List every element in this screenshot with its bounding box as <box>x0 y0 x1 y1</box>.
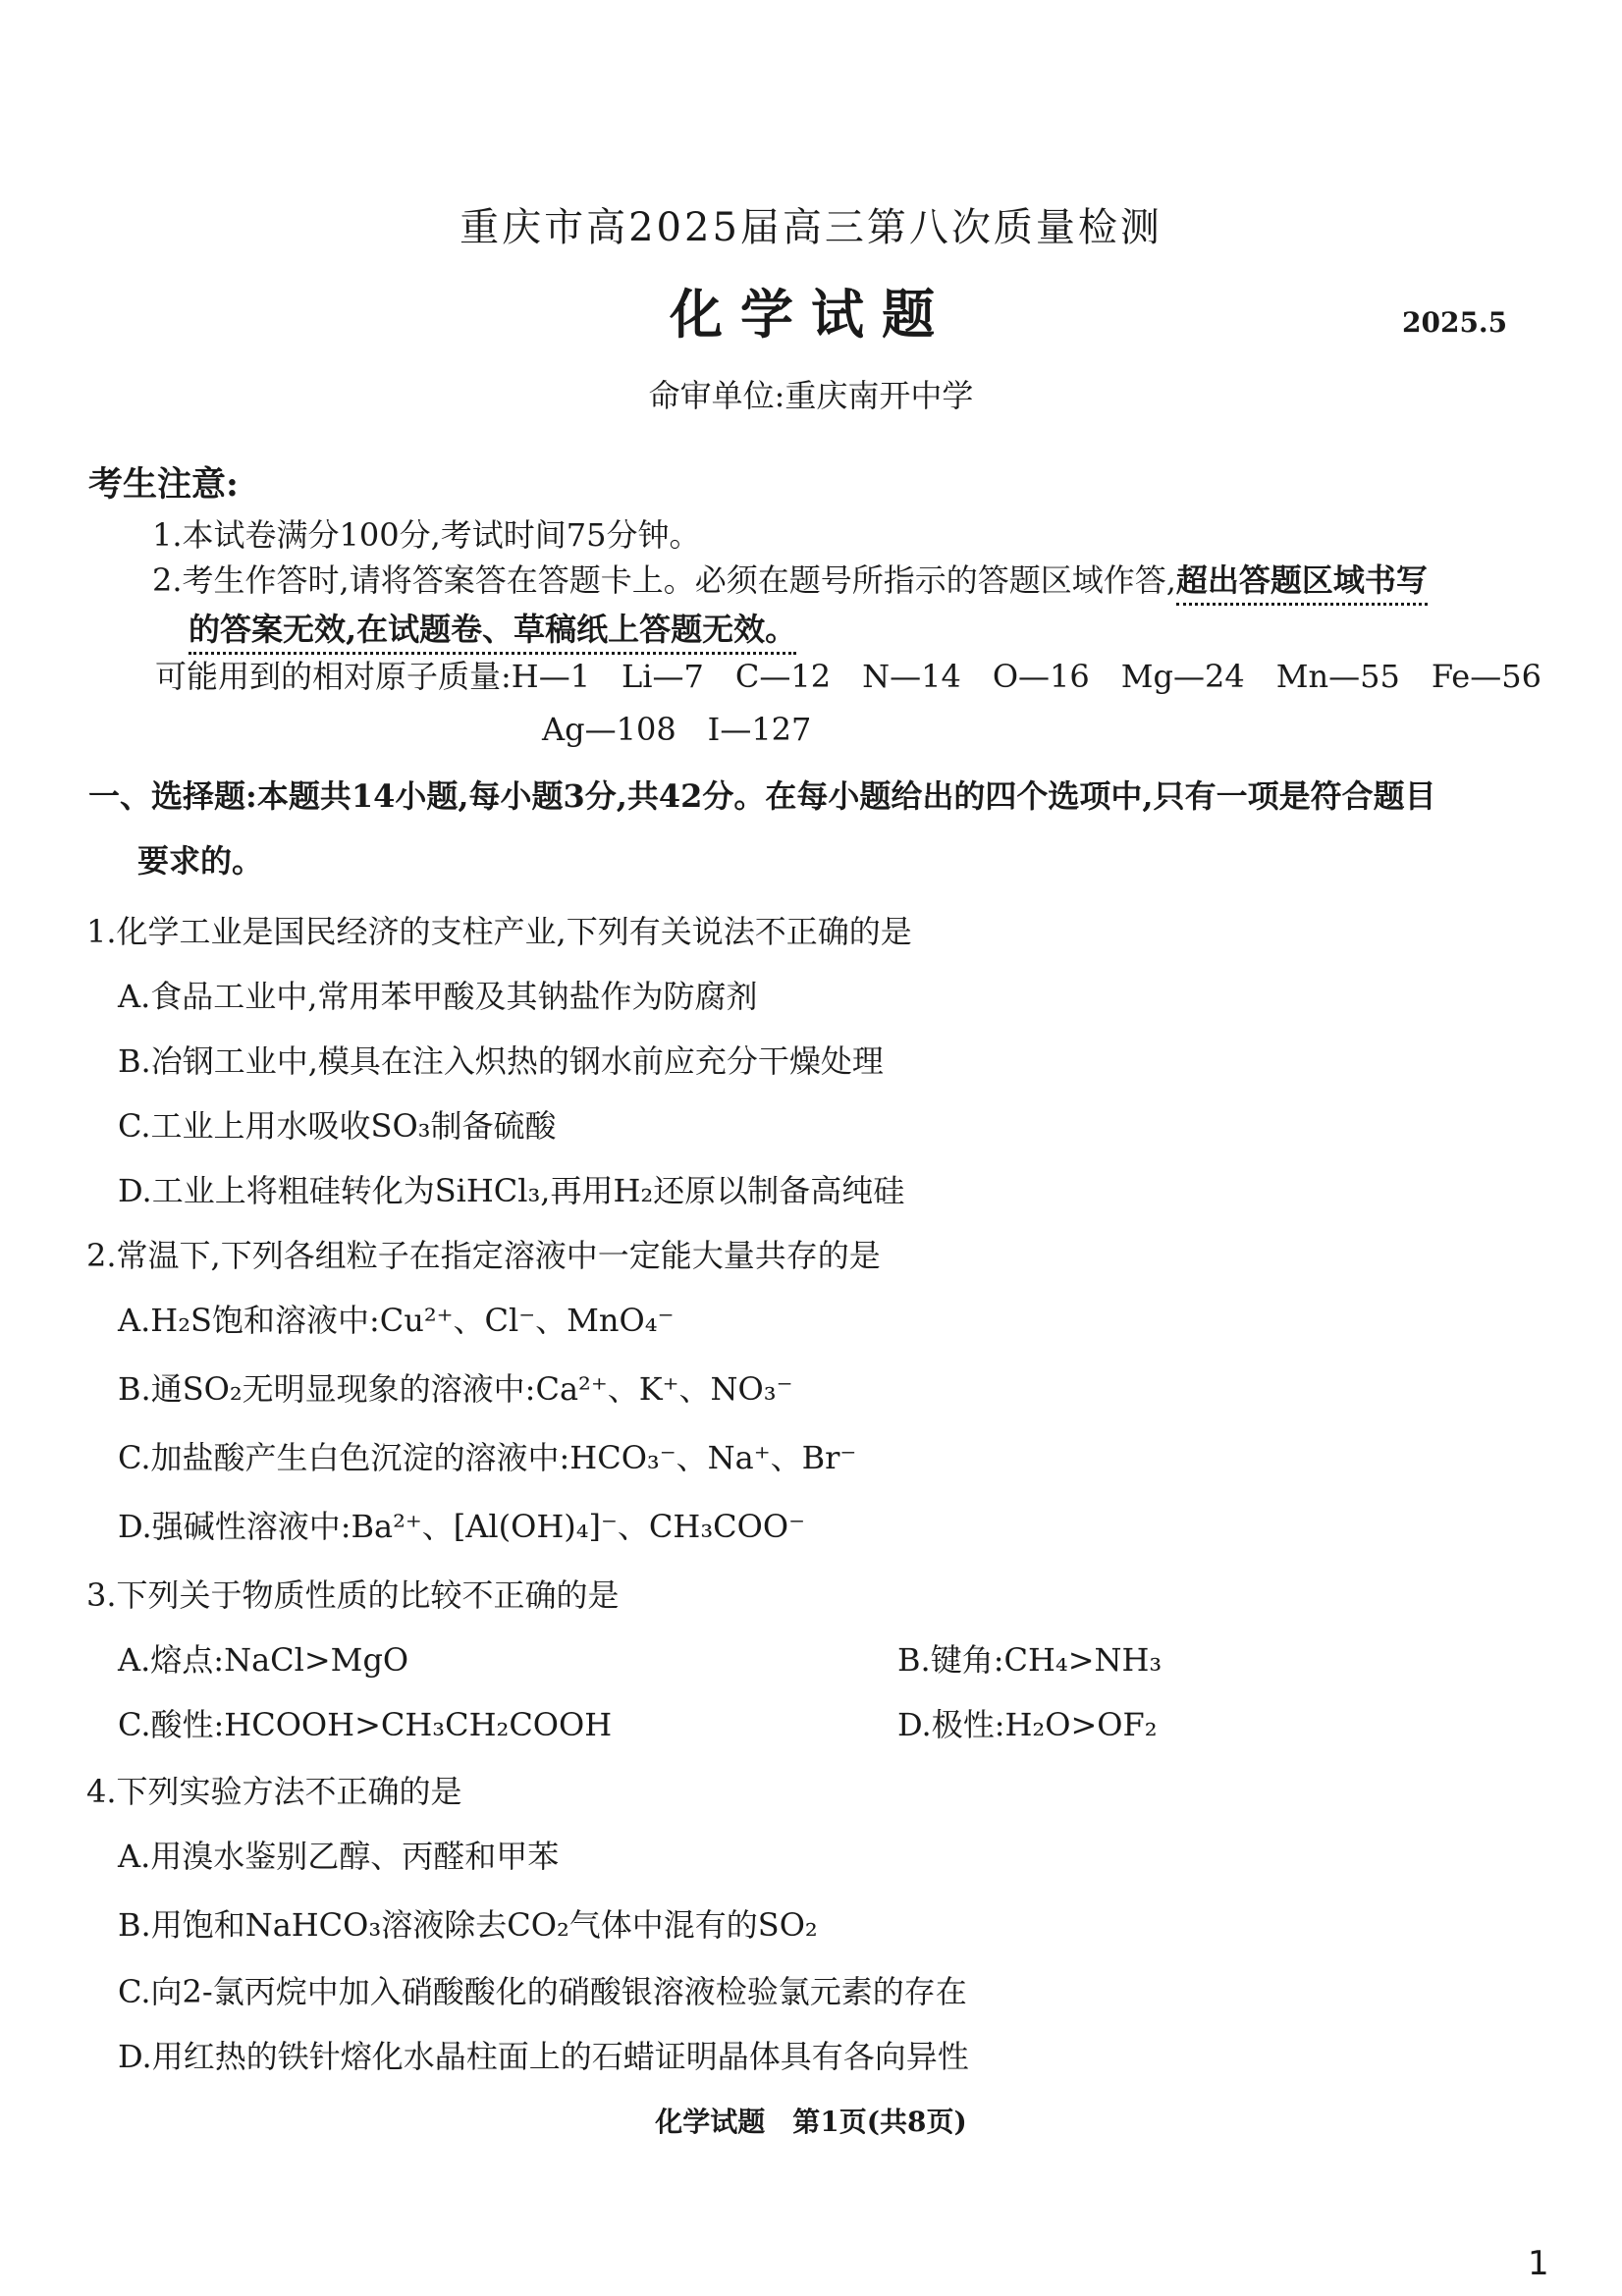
notice-heading: 考生注意: <box>88 464 239 505</box>
page-footer: 化学试题 第1页(共8页) <box>655 2106 967 2138</box>
setting-unit: 命审单位:重庆南开中学 <box>648 377 974 414</box>
atomic-masses: 可能用到的相对原子质量:H—1 Li—7 C—12 N—14 O—16 Mg—24 Mn—55 Fe—56 <box>155 658 1541 695</box>
question-4-option-c: C.向2-氯丙烷中加入硝酸酸化的硝酸银溶液检验氯元素的存在 <box>118 1973 967 2010</box>
question-3-option-c: C.酸性:HCOOH>CH₃CH₂COOH <box>118 1706 613 1743</box>
question-1-option-a: A.食品工业中,常用苯甲酸及其钠盐作为防腐剂 <box>118 978 758 1015</box>
atomic-masses-cont: Ag—108 I—127 <box>542 711 812 748</box>
question-2-option-c: C.加盐酸产生白色沉淀的溶液中:HCO₃⁻、Na⁺、Br⁻ <box>118 1439 857 1476</box>
section-heading: 一、选择题:本题共14小题,每小题3分,共42分。在每小题给出的四个选项中,只有一项是符合题目 <box>88 777 1436 815</box>
question-3-option-d: D.极性:H₂O>OF₂ <box>897 1706 1158 1743</box>
notice-item-2-emphasis-2: 的答案无效,在试题卷、草稿纸上答题无效。 <box>189 611 796 655</box>
notice-item-2 <box>152 556 1428 601</box>
question-4-option-b: B.用饱和NaHCO₃溶液除去CO₂气体中混有的SO₂ <box>118 1906 818 1944</box>
exam-date: 2025.5 <box>1402 306 1508 339</box>
question-4-option-a: A.用溴水鉴别乙醇、丙醛和甲苯 <box>118 1838 560 1875</box>
question-3-option-a: A.熔点:NaCl>MgO <box>118 1641 409 1679</box>
notice-item-2-text: 2.考生作答时,请将答案答在答题卡上。必须在题号所指示的答题区域作答, <box>152 561 1176 599</box>
notice-item-1: 1.本试卷满分100分,考试时间75分钟。 <box>152 516 701 554</box>
question-1-option-b: B.冶钢工业中,模具在注入炽热的钢水前应充分干燥处理 <box>118 1042 884 1080</box>
notice-item-2-cont <box>189 605 796 650</box>
question-1-stem: 1.化学工业是国民经济的支柱产业,下列有关说法不正确的是 <box>86 913 912 950</box>
question-4-stem: 4.下列实验方法不正确的是 <box>86 1773 462 1810</box>
exam-title: 重庆市高2025届高三第八次质量检测 <box>460 205 1162 250</box>
question-3-stem: 3.下列关于物质性质的比较不正确的是 <box>86 1576 620 1614</box>
subject-title: 化学试题 <box>670 283 952 346</box>
question-4-option-d: D.用红热的铁针熔化水晶柱面上的石蜡证明晶体具有各向异性 <box>118 2038 969 2075</box>
question-2-option-b: B.通SO₂无明显现象的溶液中:Ca²⁺、K⁺、NO₃⁻ <box>118 1370 793 1408</box>
question-3-option-b: B.键角:CH₄>NH₃ <box>897 1641 1162 1679</box>
page-number: 1 <box>1528 2244 1549 2283</box>
question-1-option-d: D.工业上将粗硅转化为SiHCl₃,再用H₂还原以制备高纯硅 <box>118 1172 905 1209</box>
section-heading-cont: 要求的。 <box>137 842 264 880</box>
question-2-option-d: D.强碱性溶液中:Ba²⁺、[Al(OH)₄]⁻、CH₃COO⁻ <box>118 1508 805 1545</box>
question-2-option-a: A.H₂S饱和溶液中:Cu²⁺、Cl⁻、MnO₄⁻ <box>118 1302 675 1339</box>
question-1-option-c: C.工业上用水吸收SO₃制备硫酸 <box>118 1107 557 1145</box>
notice-item-2-emphasis: 超出答题区域书写 <box>1176 561 1428 606</box>
question-2-stem: 2.常温下,下列各组粒子在指定溶液中一定能大量共存的是 <box>86 1237 881 1274</box>
